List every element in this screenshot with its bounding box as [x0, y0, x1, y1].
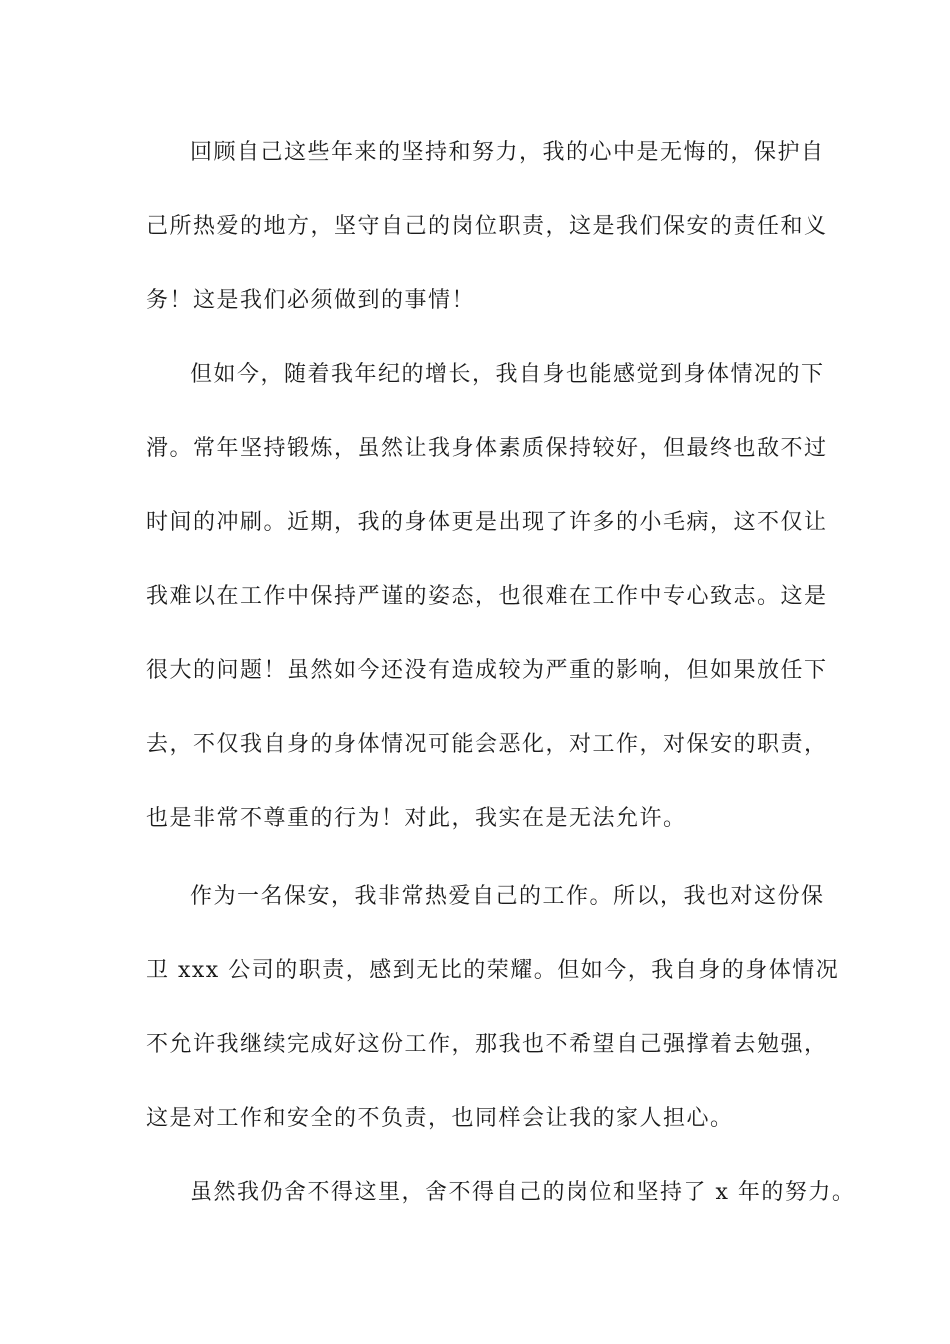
paragraph-2-line-7: 也是非常不尊重的行为！对此，我实在是无法允许。	[146, 806, 687, 831]
paragraph-3-line-2: 卫 xxx 公司的职责，感到无比的荣耀。但如今，我自身的身体情况	[146, 958, 840, 983]
paragraph-2-line-5: 很大的问题！虽然如今还没有造成较为严重的影响，但如果放任下	[146, 658, 828, 683]
paragraph-2-line-4: 我难以在工作中保持严谨的姿态，也很难在工作中专心致志。这是	[146, 584, 828, 609]
paragraph-1-line-2: 己所热爱的地方，坚守自己的岗位职责，这是我们保安的责任和义	[146, 214, 828, 239]
paragraph-2-line-1: 但如今，随着我年纪的增长，我自身也能感觉到身体情况的下	[190, 362, 825, 387]
paragraph-2-line-3: 时间的冲刷。近期，我的身体更是出现了许多的小毛病，这不仅让	[146, 510, 828, 535]
paragraph-2-line-2: 滑。常年坚持锻炼，虽然让我身体素质保持较好，但最终也敌不过	[146, 436, 828, 461]
paragraph-1-line-1: 回顾自己这些年来的坚持和努力，我的心中是无悔的，保护自	[190, 140, 825, 165]
paragraph-2-line-6: 去，不仅我自身的身体情况可能会恶化，对工作，对保安的职责，	[146, 732, 828, 757]
paragraph-4-line-1: 虽然我仍舍不得这里，舍不得自己的岗位和坚持了 x 年的努力。	[190, 1180, 856, 1205]
paragraph-3-line-3: 不允许我继续完成好这份工作，那我也不希望自己强撑着去勉强，	[146, 1032, 828, 1057]
paragraph-3-line-4: 这是对工作和安全的不负责，也同样会让我的家人担心。	[146, 1106, 734, 1131]
paragraph-1-line-3: 务！这是我们必须做到的事情！	[146, 288, 476, 313]
paragraph-3-line-1: 作为一名保安，我非常热爱自己的工作。所以，我也对这份保	[190, 884, 825, 909]
